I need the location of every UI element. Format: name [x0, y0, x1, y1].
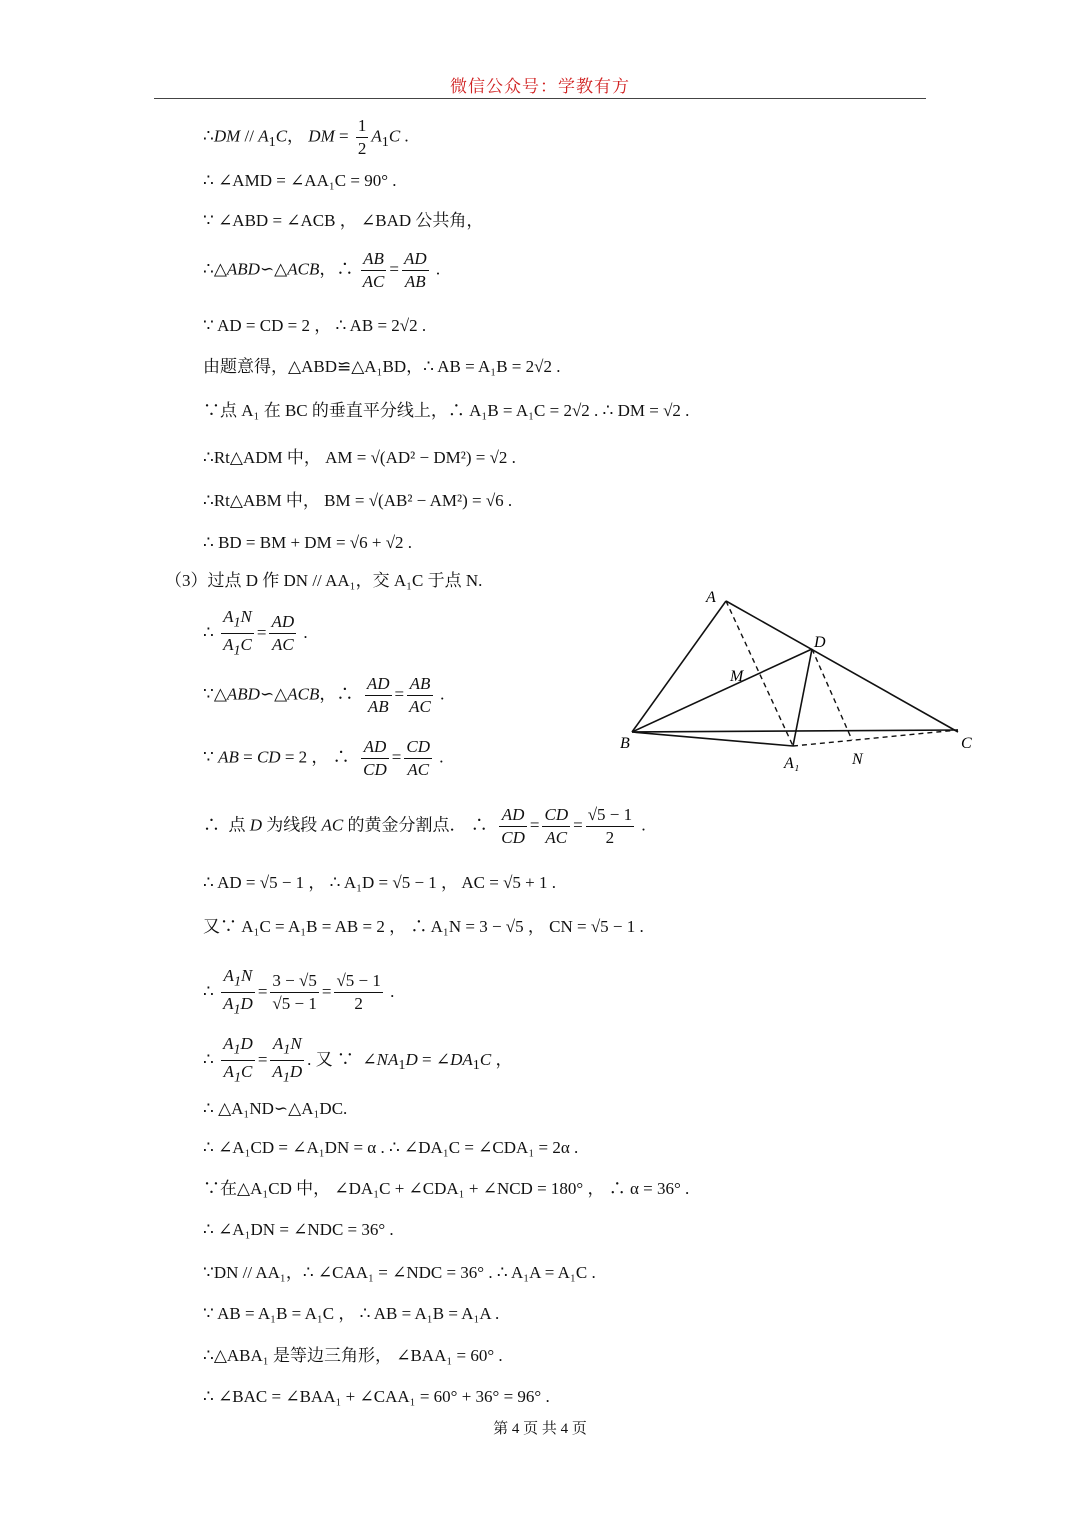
proof-line-19: ∴ $\frac{A_1D}{A_1C}$ = $\frac{A_1N}{A_1D}$ . 又 ∵ $\angle NA_1D$ = $\angle DA_1C$ ，	[203, 1034, 513, 1086]
proof-line-20: ∴ △A₁ND∽△A₁DC.	[203, 1099, 348, 1118]
proof-line-17: 又∵ A₁C = A₁B = AB = 2 ， ∴ A₁N = 3 − √5 ， CN = √5 − 1 .	[203, 917, 644, 936]
proof-line-3: ∵ ∠ABD = ∠ACB ， ∠BAD 公共角，	[203, 211, 484, 230]
proof-line-15: ∴ 点 D 为线段 AC 的黄金分割点． ∴ $\frac{AD}{CD}$ = $\frac{CD}{AC}$ = $\frac{√5 - 1}{2}$ .	[203, 805, 646, 847]
geometry-figure	[600, 580, 1000, 780]
proof-line-25: ∵ AB = A₁B = A₁C ， ∴ AB = A₁B = A₁A .	[203, 1304, 500, 1323]
proof-line-1: ∴DM // $A_1C$， DM = $\frac{1}{2}$ $A_1C$ .	[203, 116, 409, 158]
proof-line-8: ∴Rt△ADM 中， AM = √(AD² − DM²) = √2 .	[203, 448, 516, 467]
label-B: B	[620, 735, 630, 752]
dashed-A1C	[793, 730, 958, 746]
proof-line-18: ∴ $\frac{A_1N}{A_1D}$ = $\frac{3 - √5}{√5 - 1}$ = $\frac{√5 - 1}{2}$ .	[203, 966, 395, 1018]
page-header-title: 微信公众号：学教有方	[450, 77, 630, 97]
proof-line-23: ∴ ∠A₁DN = ∠NDC = 36° .	[203, 1220, 394, 1239]
label-C: C	[961, 735, 972, 752]
header-divider	[154, 98, 926, 99]
proof-line-9: ∴Rt△ABM 中， BM = √(AB² − AM²) = √6 .	[203, 491, 513, 510]
proof-line-22: ∵在△A₁CD 中， ∠DA₁C + ∠CDA₁ + ∠NCD = 180° ， ∴ α = 36° .	[203, 1179, 690, 1198]
proof-line-21: ∴ ∠A₁CD = ∠A₁DN = α . ∴ ∠DA₁C = ∠CDA₁ = 2α .	[203, 1138, 579, 1157]
part-3-heading: （3）过点 D 作 DN // AA₁，交 A₁C 于点 N.	[165, 571, 483, 590]
proof-line-7: ∵点 A₁ 在 BC 的垂直平分线上，∴ A₁B = A₁C = 2√2 . ∴ DM = √2 .	[203, 401, 690, 420]
proof-line-5: ∵ AD = CD = 2 ， ∴ AB = 2√2 .	[203, 316, 427, 335]
proof-line-10: ∴ BD = BM + DM = √6 + √2 .	[203, 533, 413, 552]
proof-line-13: ∵△ABD∽△ACB，∴ $\frac{AD}{AB}$ = $\frac{AB}{AC}$ .	[203, 674, 445, 716]
segment-AC	[726, 601, 958, 732]
label-M: M	[730, 668, 744, 685]
proof-line-6: 由题意得，△ABD≌△A₁BD，∴ AB = A₁B = 2√2 .	[203, 357, 561, 376]
proof-line-26: ∴△ABA₁ 是等边三角形， ∠BAA₁ = 60° .	[203, 1346, 503, 1365]
segment-AB	[632, 601, 726, 732]
proof-line-14: ∵ AB = CD = 2 ， ∴ $\frac{AD}{CD}$ = $\frac{CD}{AC}$ .	[203, 737, 444, 779]
proof-line-2: ∴ ∠AMD = ∠AA₁C = 90° .	[203, 171, 397, 190]
proof-line-27: ∴ ∠BAC = ∠BAA₁ + ∠CAA₁ = 60° + 36° = 96° .	[203, 1387, 550, 1406]
label-A: A	[706, 589, 716, 606]
proof-line-24: ∵DN // AA₁，∴ ∠CAA₁ = ∠NDC = 36° . ∴ A₁A = A₁C .	[203, 1263, 596, 1282]
segment-BA1	[632, 732, 793, 746]
dashed-DN	[812, 649, 852, 740]
segment-BD	[632, 649, 812, 732]
label-D: D	[814, 634, 826, 651]
page-footer: 第 4 页 共 4 页	[493, 1421, 587, 1437]
label-A1: A₁	[784, 755, 800, 772]
proof-line-4: ∴△ABD∽△ACB，∴ $\frac{AB}{AC}$ = $\frac{AD}{AB}$ .	[203, 249, 441, 291]
label-N: N	[852, 751, 863, 768]
proof-line-16: ∴ AD = √5 − 1 ， ∴ A₁D = √5 − 1 ， AC = √5 + 1 .	[203, 873, 556, 892]
proof-line-12: ∴ $\frac{A_1N}{A_1C}$ = $\frac{AD}{AC}$ .	[203, 607, 308, 659]
